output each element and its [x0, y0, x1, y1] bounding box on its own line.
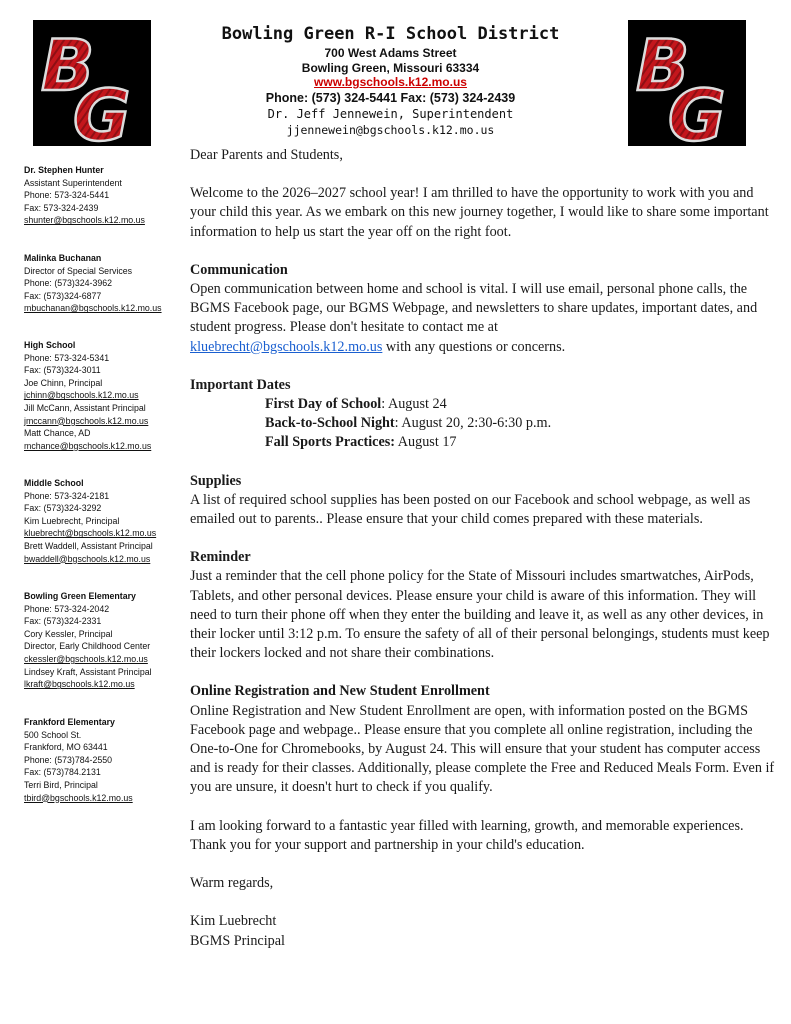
contact-line: Fax: (573)324-3011: [24, 365, 101, 376]
contact-line: Fax: (573)324-6877: [24, 290, 102, 301]
contact-name: Malinka Buchanan: [24, 253, 102, 263]
contact-assistant-superintendent: [24, 164, 184, 227]
letterhead: [180, 22, 601, 138]
bg-logo-left: [33, 20, 151, 146]
contact-line: Phone: (573)784-2550: [24, 754, 113, 765]
address-line-1: 700 West Adams Street: [324, 46, 457, 60]
contact-line: Fax: (573)784.2131: [24, 767, 101, 778]
date-label: Back-to-School Night: [265, 415, 395, 432]
supplies-paragraph: A list of required school supplies has been posted on our Facebook and school webpage, as well as emailed out to parents.. Please ensure that your child comes prepared with these materials.: [190, 491, 751, 528]
district-phone-fax: Phone: (573) 324-5441 Fax: (573) 324-2439: [265, 90, 516, 105]
svg-text:B: B: [636, 25, 690, 107]
address-line-2: Bowling Green, Missouri 63334: [301, 60, 480, 75]
principal-email-link[interactable]: kluebrecht@bgschools.k12.mo.us: [190, 338, 383, 355]
reminder-heading: Reminder: [190, 549, 251, 566]
contact-line: Jill McCann, Assistant Principal: [24, 402, 146, 413]
contact-line: Phone: 573-324-5441: [24, 190, 110, 201]
contact-name: Frankford Elementary: [24, 717, 115, 727]
district-website-link[interactable]: www.bgschools.k12.mo.us: [314, 75, 467, 89]
contact-line: Phone: (573)324-3962: [24, 278, 113, 289]
contact-line: Kim Luebrecht, Principal: [24, 515, 120, 526]
contact-line: Fax: 573-324-2439: [24, 202, 99, 213]
contact-frankford-elementary: [24, 716, 184, 804]
contact-line: Fax: (573)324-2331: [24, 616, 102, 627]
svg-text:G: G: [73, 75, 131, 146]
contact-name: Dr. Stephen Hunter: [24, 165, 104, 175]
contact-line: Phone: 573-324-5341: [24, 352, 110, 363]
contact-email-link[interactable]: ckessler@bgschools.k12.mo.us: [24, 653, 148, 664]
contact-line: Cory Kessler, Principal: [24, 628, 113, 639]
contact-line: Lindsey Kraft, Assistant Principal: [24, 666, 152, 677]
sign-off: Warm regards,: [190, 875, 274, 892]
intro-paragraph: Welcome to the 2026–2027 school year! I am thrilled to have the opportunity to work with you and your child this year. As we embark on this new journey together, I would like to share some important information to help us start the year off on the right foot.: [190, 185, 769, 240]
superintendent-name: Dr. Jeff Jennewein, Superintendent: [267, 106, 514, 121]
supplies-heading: Supplies: [190, 472, 242, 489]
contact-email-link[interactable]: jmccann@bgschools.k12.mo.us: [24, 415, 149, 426]
contact-email-link[interactable]: mbuchanan@bgschools.k12.mo.us: [24, 303, 162, 314]
contact-email-link[interactable]: lkraft@bgschools.k12.mo.us: [24, 679, 135, 690]
date-label: Fall Sports Practices:: [265, 434, 396, 451]
contact-line: Terri Bird, Principal: [24, 779, 98, 790]
letter-body: [190, 146, 780, 951]
date-value: : August 24: [381, 396, 447, 413]
signer-name: Kim Luebrecht: [190, 913, 277, 930]
communication-paragraph: [190, 280, 780, 357]
contact-name: High School: [24, 340, 76, 350]
date-value: August 17: [395, 434, 457, 451]
communication-heading: Communication: [190, 261, 288, 278]
contact-line: Director, Early Childhood Center: [24, 641, 151, 652]
contact-line: Brett Waddell, Assistant Principal: [24, 540, 153, 551]
bg-logo-right: [628, 20, 746, 146]
contact-email-link[interactable]: kluebrecht@bgschools.k12.mo.us: [24, 528, 157, 539]
contact-line: Assistant Superintendent: [24, 177, 122, 188]
registration-paragraph: Online Registration and New Student Enrollment are open, with information posted on the BGMS Facebook page and webpage.. Please ensure that you complete all online registration, including the One-to-One for Chromebooks, by August 24. This will ensure that your student has computer access and is ready for their classes. Additionally, please complete the Free and Reduced Meals Form. Even if you are unsure, it doesn't hurt to check if you qualify.: [190, 702, 775, 796]
contact-middle-school: [24, 477, 184, 565]
date-label: First Day of School: [265, 396, 382, 413]
contact-line: 500 School St.: [24, 729, 82, 740]
contact-line: Fax: (573)324-3292: [24, 503, 102, 514]
contact-line: Phone: 573-324-2042: [24, 603, 110, 614]
closing-paragraph: I am looking forward to a fantastic year filled with learning, growth, and memorable experiences. Thank you for your support and partnership in your child's education.: [190, 817, 744, 853]
contact-line: Director of Special Services: [24, 265, 133, 276]
bg-monogram-icon: [628, 20, 746, 146]
contact-email-link[interactable]: shunter@bgschools.k12.mo.us: [24, 215, 145, 226]
date-item: [190, 414, 780, 433]
greeting: Dear Parents and Students,: [190, 147, 343, 163]
registration-heading: Online Registration and New Student Enrollment: [190, 683, 490, 700]
contact-email-link[interactable]: jchinn@bgschools.k12.mo.us: [24, 390, 139, 401]
contact-line: Phone: 573-324-2181: [24, 490, 110, 501]
communication-text: Open communication between home and school is vital. I will use email, personal phone calls, the BGMS Facebook page, our BGMS Webpage, and newsletters to share updates, important dates, and student progress. Please don't hesitate to contact me at: [190, 281, 758, 336]
signer-title: BGMS Principal: [190, 932, 285, 949]
contact-email-link[interactable]: bwaddell@bgschools.k12.mo.us: [24, 553, 151, 564]
contact-line: Joe Chinn, Principal: [24, 377, 103, 388]
important-dates-heading: Important Dates: [190, 376, 291, 393]
contact-name: Middle School: [24, 478, 84, 488]
date-item: [190, 433, 780, 452]
contact-line: Matt Chance, AD: [24, 428, 91, 439]
date-value: : August 20, 2:30-6:30 p.m.: [394, 415, 552, 432]
bg-monogram-icon: [33, 20, 151, 146]
svg-text:B: B: [41, 25, 95, 107]
district-title: Bowling Green R-I School District: [221, 24, 560, 44]
contact-special-services: [24, 252, 184, 315]
contact-email-link[interactable]: mchance@bgschools.k12.mo.us: [24, 440, 152, 451]
communication-tail: with any questions or concerns.: [382, 338, 566, 355]
contact-email-link[interactable]: tbird@bgschools.k12.mo.us: [24, 792, 133, 803]
contact-bowling-green-elementary: [24, 590, 184, 691]
contact-line: Frankford, MO 63441: [24, 742, 108, 753]
contact-high-school: [24, 339, 184, 452]
contact-name: Bowling Green Elementary: [24, 591, 136, 601]
superintendent-email[interactable]: jjennewein@bgschools.k12.mo.us: [286, 122, 495, 137]
svg-text:G: G: [668, 75, 726, 146]
reminder-paragraph: Just a reminder that the cell phone policy for the State of Missouri includes smartwatches, AirPods, Tablets, and other personal devices. Please ensure your child is aware of this information. They will need to turn their phone off when they enter the building and leave it, as well as any other devices, in their locker until 3:12 p.m. To ensure the safety of all of their personal belongings, students must keep their lockers locked and not share their combinations.: [190, 568, 770, 662]
date-item: [190, 395, 780, 414]
